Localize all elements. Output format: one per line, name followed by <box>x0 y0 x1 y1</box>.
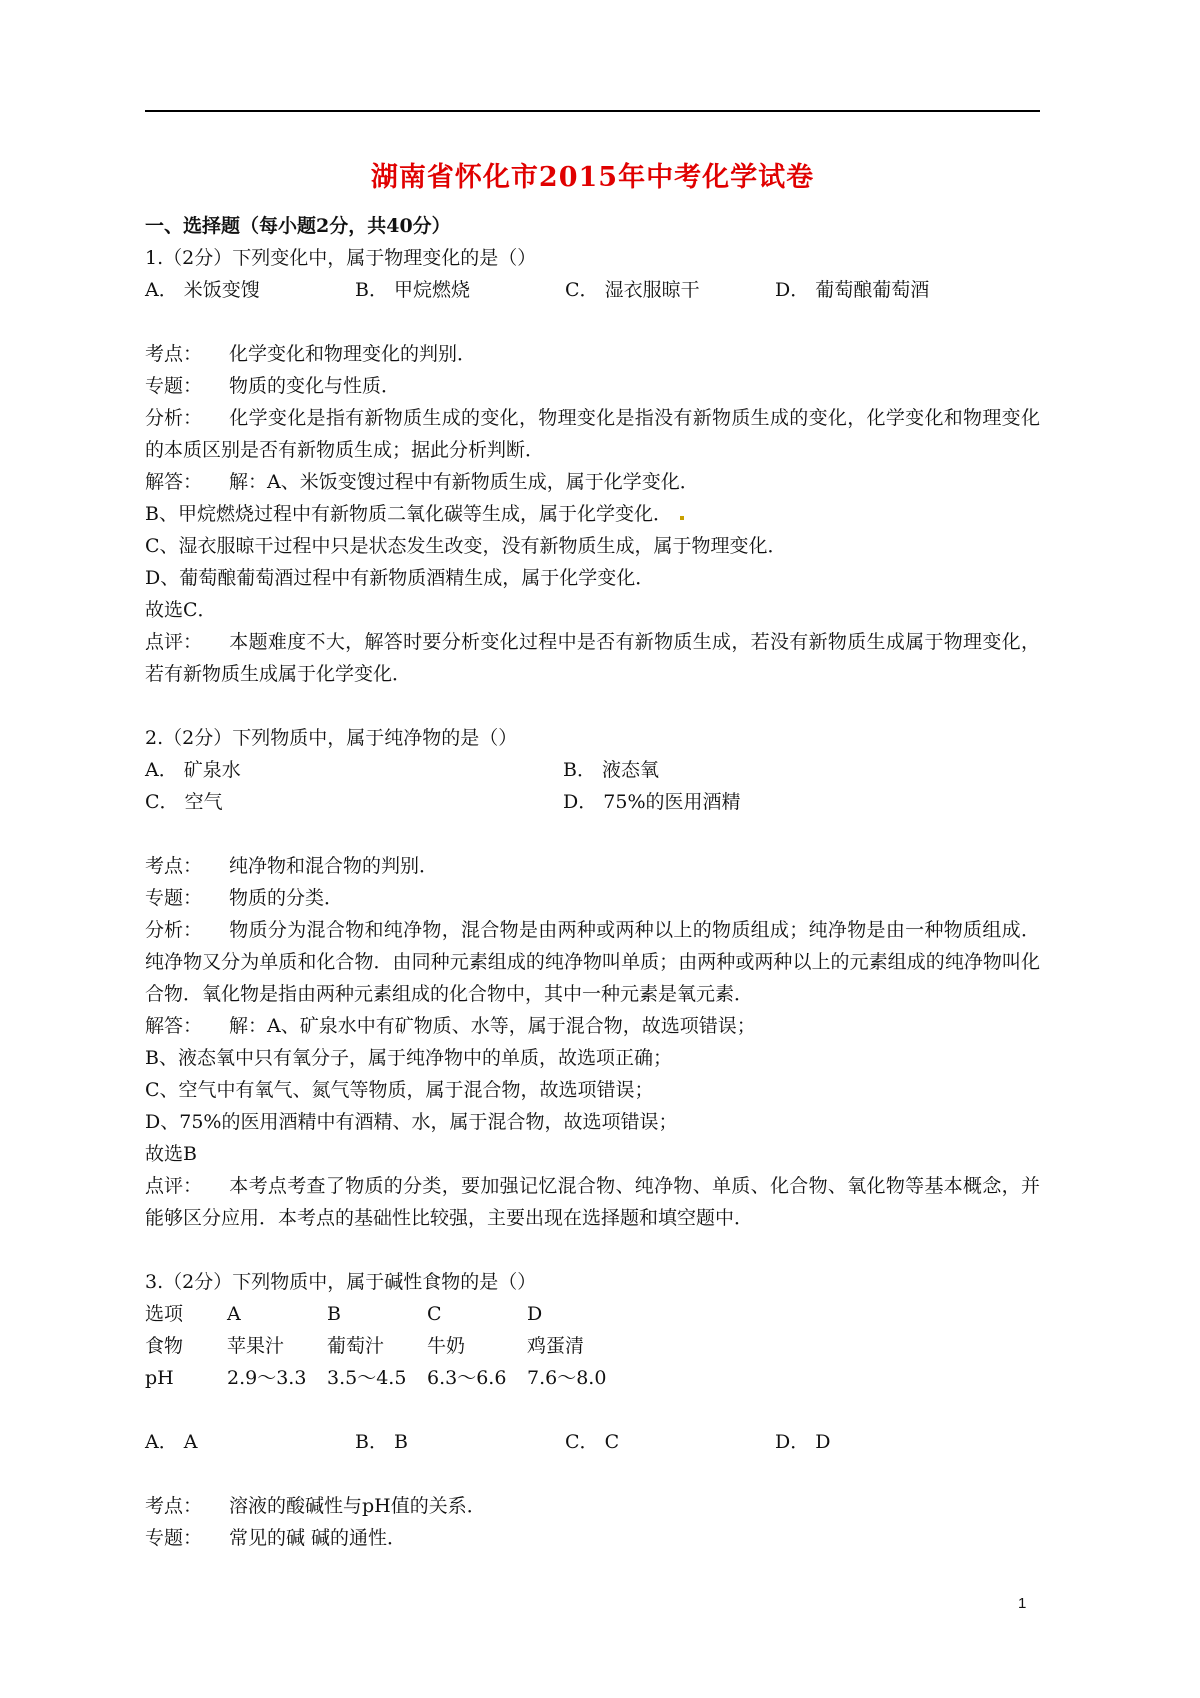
q2-jieda-text: 解：A、矿泉水中有矿物质、水等，属于混合物，故选项错误； <box>229 1015 756 1037</box>
document-body <box>145 210 1040 1554</box>
q1-solution-d: D、葡萄酿葡萄酒过程中有新物质酒精生成，属于化学变化． <box>145 567 655 589</box>
q1-solution-line <box>145 498 1040 530</box>
q2-zhuanti <box>145 882 1040 914</box>
table-cell: B <box>327 1303 341 1325</box>
q1-solution-c: C、湿衣服晾干过程中只是状态发生改变，没有新物质生成，属于物理变化． <box>145 535 787 557</box>
table-cell: 牛奶 <box>427 1335 466 1357</box>
table-cell: D <box>527 1303 543 1325</box>
q1-dianping-text: 本题难度不大，解答时要分析变化过程中是否有新物质生成，若没有新物质生成属于物理变化，若有新物质生成属于化学变化． <box>145 631 1040 685</box>
q1-option-b: B． 甲烷燃烧 <box>355 279 471 301</box>
table-cell: 7.6～8.0 <box>527 1367 607 1389</box>
document-title: 湖南省怀化市2015年中考化学试卷 <box>370 162 815 193</box>
q2-option-b: B． 液态氧 <box>563 759 660 781</box>
q2-fenxi-text: 物质分为混合物和纯净物，混合物是由两种或两种以上的物质组成；纯净物是由一种物质组成．纯净物又分为单质和化合物．由同种元素组成的纯净物叫单质；由两种或两种以上的元素组成的纯净物叫化合物．氧化物是指由两种元素组成的化合物中，其中一种元素是氧元素． <box>145 919 1040 1005</box>
q2-kaodian-text: 纯净物和混合物的判别． <box>229 855 439 877</box>
table-cell: 食物 <box>145 1335 184 1357</box>
jieda-label: 解答： <box>145 1015 203 1037</box>
q2-zhuanti-text: 物质的分类． <box>229 887 344 909</box>
q1-option-d: D． 葡萄酿葡萄酒 <box>775 279 930 301</box>
zhuanti-label: 专题： <box>145 375 203 397</box>
table-cell: C <box>427 1303 442 1325</box>
q2-dianping-text: 本考点考查了物质的分类，要加强记忆混合物、纯净物、单质、化合物、氧化物等基本概念，并能够区分应用．本考点的基础性比较强，主要出现在选择题和填空题中． <box>145 1175 1040 1229</box>
header-rule <box>145 110 1040 112</box>
q3-kaodian <box>145 1490 1040 1522</box>
q1-dianping <box>145 626 1040 690</box>
stray-dot <box>680 516 684 520</box>
table-row <box>145 1362 637 1394</box>
q3-kaodian-text: 溶液的酸碱性与pH值的关系． <box>229 1495 486 1517</box>
q3-zhuanti <box>145 1522 1040 1554</box>
q3-stem: 3.（2分）下列物质中，属于碱性食物的是（） <box>145 1271 537 1293</box>
q3-option-b: B． B <box>355 1431 408 1453</box>
q3-zhuanti-text: 常见的碱 碱的通性． <box>229 1527 407 1549</box>
kaodian-label: 考点： <box>145 1495 203 1517</box>
q2-stem: 2.（2分）下列物质中，属于纯净物的是（） <box>145 727 518 749</box>
q2-solution-d: D、75%的医用酒精中有酒精、水，属于混合物，故选项错误； <box>145 1111 678 1133</box>
fenxi-label: 分析： <box>145 407 203 429</box>
kaodian-label: 考点： <box>145 855 203 877</box>
q2-answer: 故选B <box>145 1143 197 1165</box>
table-cell: 选项 <box>145 1303 184 1325</box>
q2-options-row1 <box>145 754 1040 786</box>
q1-fenxi <box>145 402 1040 466</box>
dianping-label: 点评： <box>145 1175 203 1197</box>
fenxi-label: 分析： <box>145 919 203 941</box>
q1-zhuanti <box>145 370 1040 402</box>
table-cell: A <box>227 1303 241 1325</box>
q1-option-c: C． 湿衣服晾干 <box>565 279 700 301</box>
q1-answer: 故选C． <box>145 599 217 621</box>
table-cell: 葡萄汁 <box>327 1335 385 1357</box>
q1-fenxi-text: 化学变化是指有新物质生成的变化，物理变化是指没有新物质生成的变化，化学变化和物理变化的本质区别是否有新物质生成；据此分析判断． <box>145 407 1040 461</box>
zhuanti-label: 专题： <box>145 887 203 909</box>
ph-table <box>145 1298 637 1394</box>
q1-options <box>145 274 1040 306</box>
q2-option-a: A． 矿泉水 <box>145 759 241 781</box>
q2-option-c: C． 空气 <box>145 791 223 813</box>
q1-solution-b: B、甲烷燃烧过程中有新物质二氧化碳等生成，属于化学变化． <box>145 503 672 525</box>
q1-option-a: A． 米饭变馊 <box>145 279 260 301</box>
q3-option-a: A． A <box>145 1431 198 1453</box>
table-cell: 2.9～3.3 <box>227 1367 307 1389</box>
q3-options <box>145 1426 1040 1458</box>
kaodian-label: 考点： <box>145 343 203 365</box>
q1-jieda <box>145 466 1040 498</box>
table-cell: pH <box>145 1367 174 1389</box>
q2-fenxi <box>145 914 1040 1010</box>
q3-option-c: C． C <box>565 1431 620 1453</box>
q1-kaodian <box>145 338 1040 370</box>
q3-option-d: D． D <box>775 1431 831 1453</box>
dianping-label: 点评： <box>145 631 203 653</box>
section-heading: 一、选择题（每小题2分，共40分） <box>145 215 451 237</box>
table-cell: 6.3～6.6 <box>427 1367 507 1389</box>
table-row <box>145 1330 637 1362</box>
jieda-label: 解答： <box>145 471 203 493</box>
table-cell: 3.5～4.5 <box>327 1367 407 1389</box>
q2-options-row2 <box>145 786 1040 818</box>
table-cell: 鸡蛋清 <box>527 1335 585 1357</box>
q1-zhuanti-text: 物质的变化与性质． <box>229 375 401 397</box>
q1-kaodian-text: 化学变化和物理变化的判别． <box>229 343 477 365</box>
q2-solution-c: C、空气中有氧气、氮气等物质，属于混合物，故选项错误； <box>145 1079 654 1101</box>
table-row <box>145 1298 637 1330</box>
table-cell: 苹果汁 <box>227 1335 285 1357</box>
q1-jieda-text: 解：A、米饭变馊过程中有新物质生成，属于化学变化． <box>229 471 699 493</box>
q2-option-d: D． 75%的医用酒精 <box>563 791 741 813</box>
q1-stem: 1.（2分）下列变化中，属于物理变化的是（） <box>145 247 537 269</box>
page-number: 1 <box>1018 1595 1027 1612</box>
q2-dianping <box>145 1170 1040 1234</box>
q2-jieda <box>145 1010 1040 1042</box>
q2-solution-b: B、液态氧中只有氧分子，属于纯净物中的单质，故选项正确； <box>145 1047 672 1069</box>
zhuanti-label: 专题： <box>145 1527 203 1549</box>
q2-kaodian <box>145 850 1040 882</box>
